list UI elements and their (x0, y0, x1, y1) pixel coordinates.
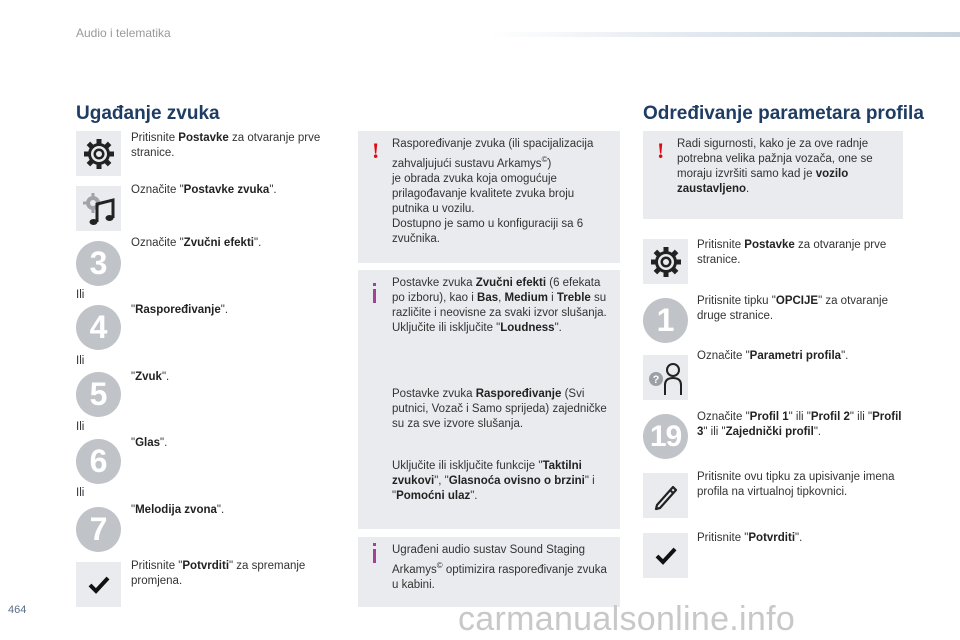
gear-icon (82, 137, 116, 171)
left-step-5-text: "Zvuk". (131, 371, 170, 383)
step-number-badge: 7 (76, 507, 121, 552)
pencil-icon (651, 481, 681, 511)
sound-settings-icon (80, 190, 118, 228)
info-icon (373, 289, 376, 303)
or-label: Ili (76, 289, 85, 301)
info-icon-dot (373, 283, 376, 286)
left-step-8-text: Pritisnite "Potvrditi" za spremanje promjena. (131, 560, 306, 587)
info-icon-dot (373, 543, 376, 546)
header-rule (490, 32, 960, 37)
profile-tile (643, 355, 688, 400)
or-label: Ili (76, 487, 85, 499)
step-number-badge: 4 (76, 305, 121, 350)
profile-icon (646, 359, 686, 397)
page-number: 464 (8, 604, 27, 616)
left-step-2-text: Označite "Postavke zvuka". (131, 184, 277, 196)
left-step-4-text: "Raspoređivanje". (131, 304, 229, 316)
confirm-tile (643, 533, 688, 578)
step-number-badge: 3 (76, 241, 121, 286)
right-heading: Određivanje parametara profila (643, 103, 924, 124)
left-step-3-text: Označite "Zvučni efekti". (131, 237, 262, 249)
or-label: Ili (76, 355, 85, 367)
info-icon (373, 549, 376, 563)
warning-text: Raspoređivanje zvuka (ili spacijalizacija zahvaljujući sustavu Arkamys©) je obrada zvuka koja omogućuje prilagođavanje kvalitete zvuka broju putnika u vozilu. Dostupno je samo u konfiguraciji sa 6 zvučnika. (392, 138, 594, 245)
warning-icon: ! (657, 138, 665, 163)
svg-text:?: ? (652, 373, 659, 386)
right-step-2-text: Pritisnite tipku "OPCIJE" za otvaranje druge stranice. (697, 295, 888, 322)
right-step-3-text: Označite "Parametri profila". (697, 350, 849, 362)
step-number-badge: 5 (76, 372, 121, 417)
left-step-1-text: Pritisnite Postavke za otvaranje prve stranice. (131, 132, 321, 159)
sound-settings-tile (76, 186, 121, 231)
edit-tile (643, 473, 688, 518)
info-text-2: Postavke zvuka Raspoređivanje (Svi putnici, Vozač i Samo sprijeda) zajedničke su za sve izvore slušanja. (392, 388, 607, 430)
section-title: Audio i telematika (76, 26, 171, 40)
left-step-7-text: "Melodija zvona". (131, 504, 225, 516)
left-heading: Ugađanje zvuka (76, 103, 220, 124)
gear-icon (649, 245, 683, 279)
settings-gear-tile (643, 239, 688, 284)
right-step-5-text: Pritisnite ovu tipku za upisivanje imena profila na virtualnoj tipkovnici. (697, 471, 895, 498)
settings-gear-tile (76, 131, 121, 176)
step-number-badge: 19 (643, 414, 688, 459)
checkmark-icon (88, 576, 110, 594)
info-text-3: Uključite ili isključite funkcije "Taktilni zvukovi", "Glasnoća ovisno o brzini" i "Pomoćni ulaz". (392, 460, 595, 502)
right-step-4-text: Označite "Profil 1" ili "Profil 2" ili "Profil 3" ili "Zajednički profil". (697, 411, 902, 438)
warning-text-right: Radi sigurnosti, kako je za ove radnje potrebna velika pažnja vozača, one se moraju izvršiti samo kad je vozilo zaustavljeno. (677, 138, 873, 195)
right-step-1-text: Pritisnite Postavke za otvaranje prve stranice. (697, 239, 887, 266)
checkmark-icon (655, 547, 677, 565)
confirm-tile (76, 562, 121, 607)
or-label: Ili (76, 421, 85, 433)
watermark: carmanualsonline.info (458, 600, 796, 638)
info-text-4: Ugrađeni audio sustav Sound Staging Arkamys© optimizira raspoređivanje zvuka u kabini. (392, 544, 607, 591)
step-number-badge: 1 (643, 298, 688, 343)
warning-icon: ! (372, 138, 380, 163)
step-number-badge: 6 (76, 439, 121, 484)
left-step-6-text: "Glas". (131, 437, 168, 449)
right-step-6-text: Pritisnite "Potvrditi". (697, 532, 803, 544)
info-text-1: Postavke zvuka Zvučni efekti (6 efekata po izboru), kao i Bas, Medium i Treble su različite i neovisne za svaki izvor slušanja. Uključite ili isključite "Loudness". (392, 277, 607, 334)
